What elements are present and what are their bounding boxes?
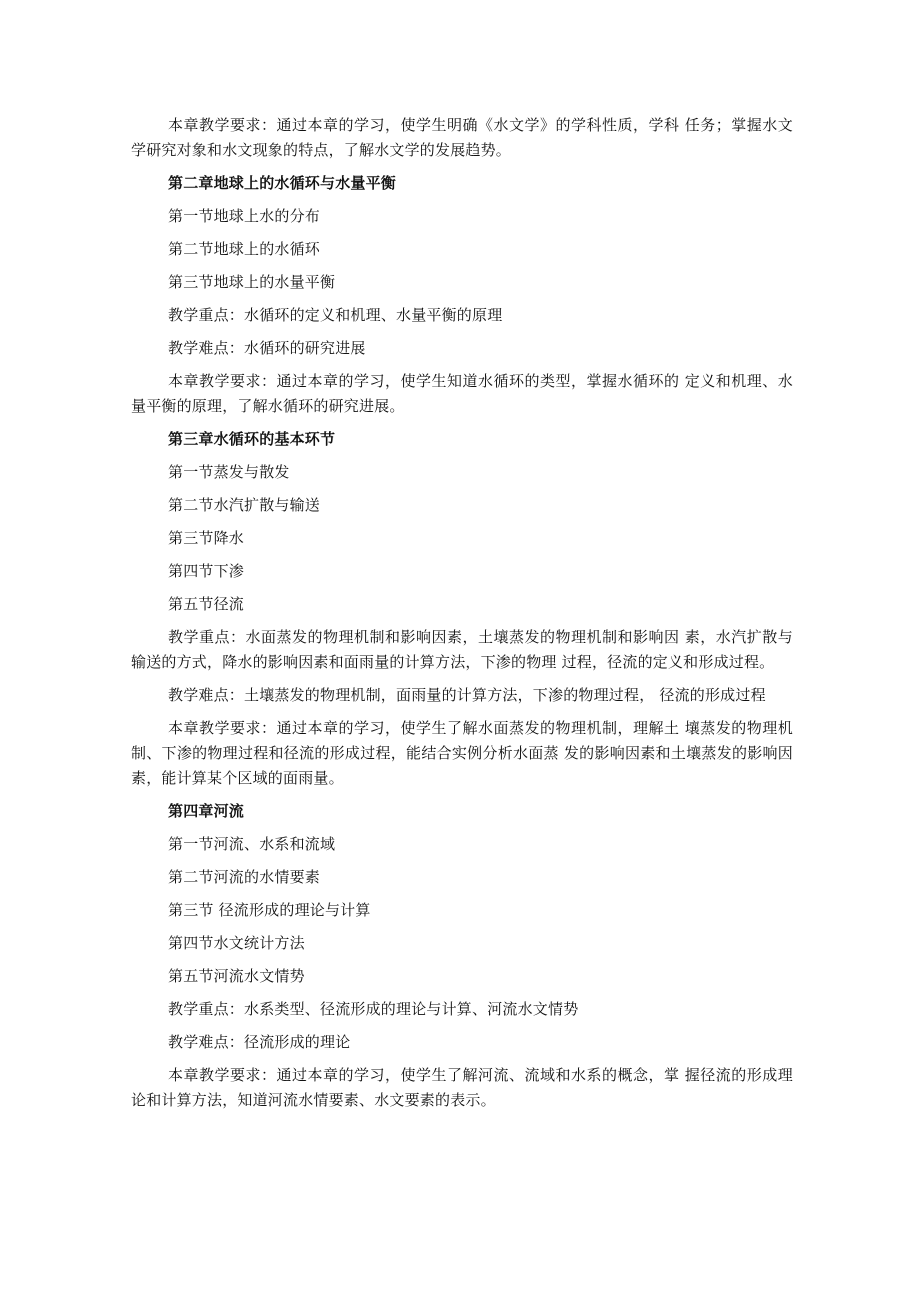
chapter4-section2: 第二节河流的水情要素 — [168, 868, 321, 886]
chapter4-section3: 第三节 径流形成的理论与计算 — [168, 901, 371, 919]
chapter2-heading: 第二章地球上的水循环与水量平衡 — [168, 174, 397, 192]
chapter2-section3: 第三节地球上的水量平衡 — [168, 273, 336, 291]
chapter2-difficulties: 教学难点：水循环的研究进展 — [168, 339, 366, 357]
chapter4-section4: 第四节水文统计方法 — [168, 934, 305, 952]
chapter4-key-points: 教学重点：水系类型、径流形成的理论与计算、河流水文情势 — [168, 1000, 579, 1018]
chapter1-requirements: 本章教学要求：通过本章的学习，使学生明确《水文学》的学科性质，学科 任务；掌握水文学研究对象和水文现象的特点，了解水文学的发展趋势。 — [131, 116, 793, 159]
chapter4-heading: 第四章河流 — [168, 802, 245, 820]
chapter4-section1: 第一节河流、水系和流域 — [168, 835, 336, 853]
chapter3-difficulties: 教学难点：土壤蒸发的物理机制，面雨量的计算方法，下渗的物理过程， 径流的形成过程 — [168, 686, 766, 704]
chapter3-section4: 第四节下渗 — [168, 562, 245, 580]
document-page — [131, 113, 793, 1121]
chapter3-section1: 第一节蒸发与散发 — [168, 463, 290, 481]
chapter2-section1: 第一节地球上水的分布 — [168, 207, 321, 225]
chapter3-section5: 第五节径流 — [168, 595, 245, 613]
chapter3-heading: 第三章水循环的基本环节 — [168, 430, 336, 448]
chapter2-section2: 第二节地球上的水循环 — [168, 240, 321, 258]
chapter4-difficulties: 教学难点：径流形成的理论 — [168, 1033, 351, 1051]
chapter4-section5: 第五节河流水文情势 — [168, 967, 305, 985]
chapter4-requirements: 本章教学要求：通过本章的学习，使学生了解河流、流域和水系的概念，掌 握径流的形成理论和计算方法，知道河流水情要素、水文要素的表示。 — [131, 1066, 793, 1109]
chapter3-section2: 第二节水汽扩散与输送 — [168, 496, 321, 514]
chapter3-requirements: 本章教学要求：通过本章的学习，使学生了解水面蒸发的物理机制，理解土 壤蒸发的物理机制、下渗的物理过程和径流的形成过程，能结合实例分析水面蒸 发的影响因素和土壤蒸发的影响因素，能计算某个区域的面雨量。 — [131, 719, 793, 787]
chapter3-key-points: 教学重点：水面蒸发的物理机制和影响因素，土壤蒸发的物理机制和影响因 素，水汽扩散与输送的方式，降水的影响因素和面雨量的计算方法，下渗的物理 过程，径流的定义和形成过程。 — [131, 628, 793, 671]
chapter2-key-points: 教学重点：水循环的定义和机理、水量平衡的原理 — [168, 306, 503, 324]
chapter3-section3: 第三节降水 — [168, 529, 245, 547]
chapter2-requirements: 本章教学要求：通过本章的学习，使学生知道水循环的类型，掌握水循环的 定义和机理、水量平衡的原理，了解水循环的研究进展。 — [131, 372, 793, 415]
